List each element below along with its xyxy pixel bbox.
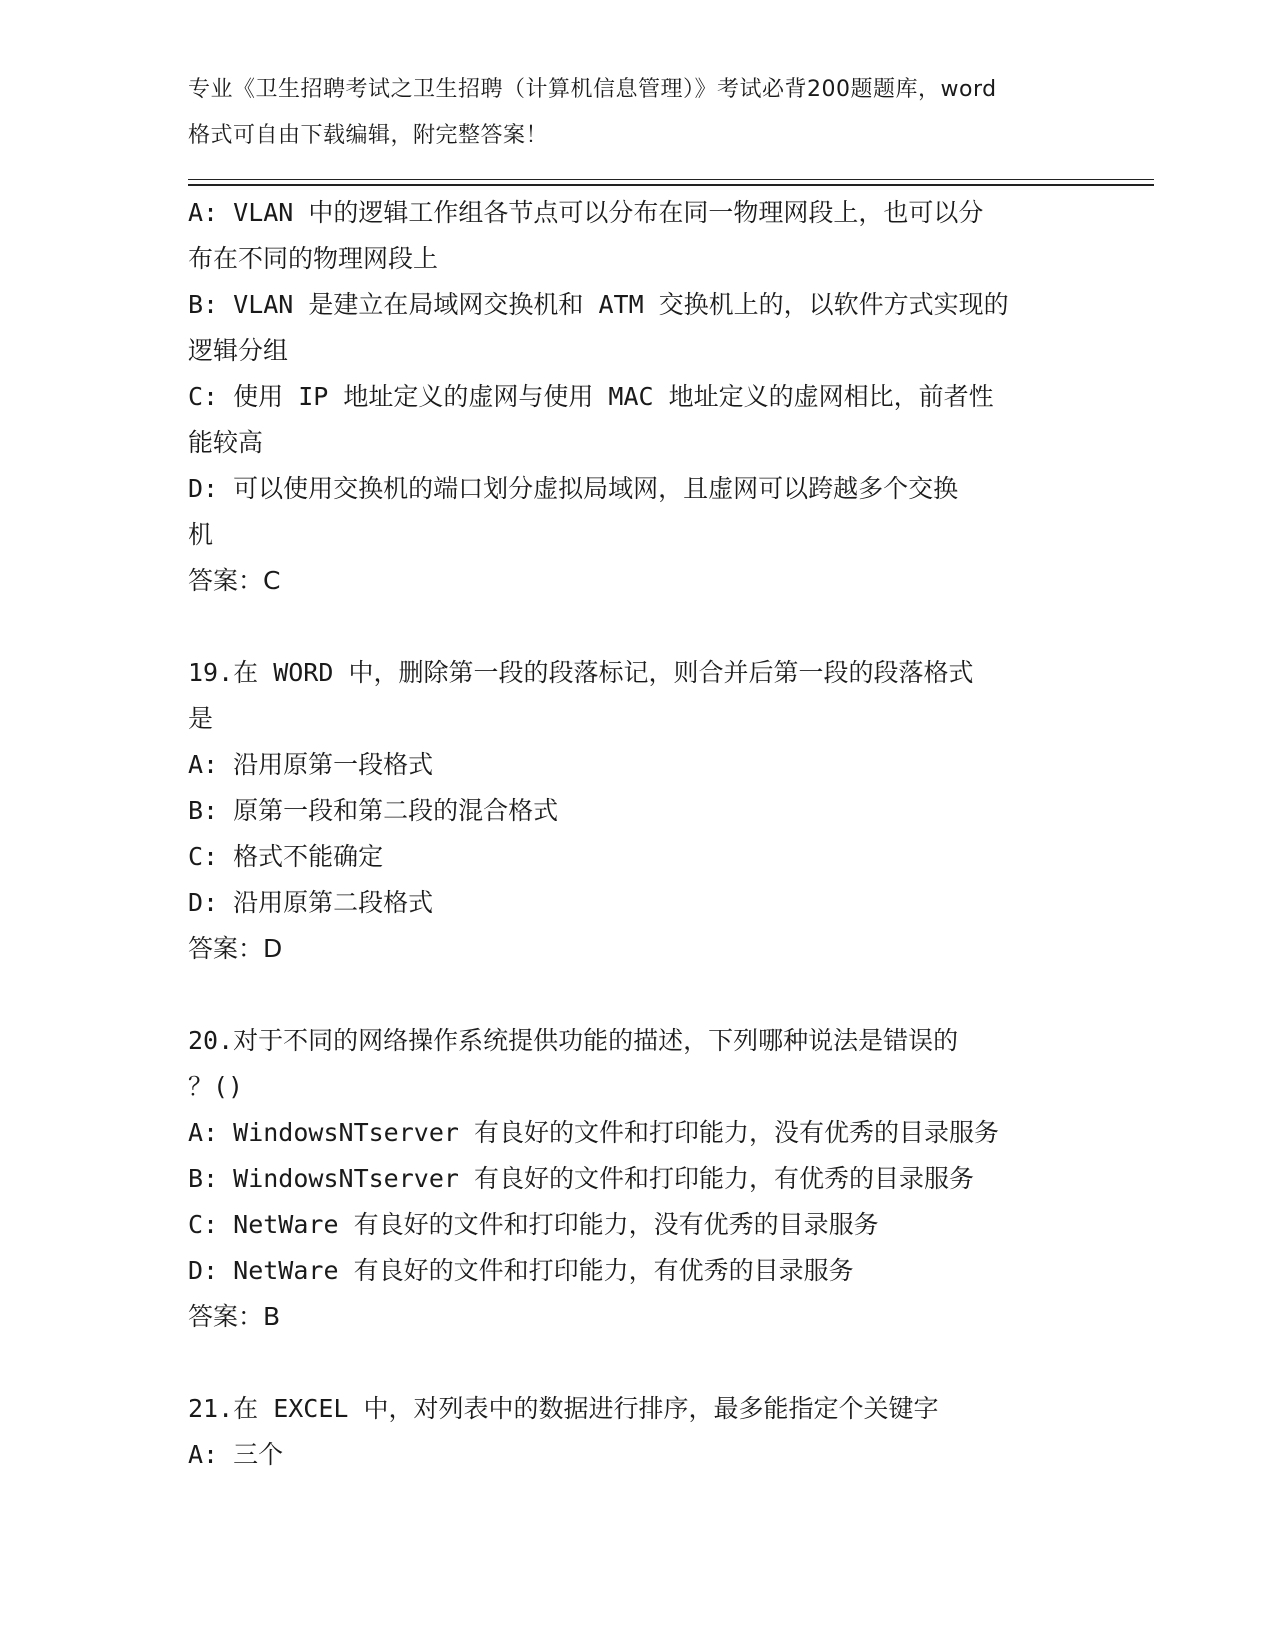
- question-19: [188, 650, 1088, 972]
- q21-option-a: A: 三个: [188, 1440, 284, 1469]
- header-divider-thick: [188, 184, 1154, 186]
- question-18: [188, 190, 1088, 604]
- document-header: [188, 74, 1088, 166]
- q19-option-d: D: 沿用原第二段格式: [188, 888, 434, 917]
- q18-option-c-line-2: 能较高: [188, 428, 264, 457]
- header-line-2: 格式可自由下载编辑，附完整答案！: [188, 123, 549, 148]
- q19-answer: 答案：D: [188, 934, 283, 963]
- q18-option-c-line-1: C: 使用 IP 地址定义的虚网与使用 MAC 地址定义的虚网相比，前者性: [188, 382, 994, 411]
- header-line-1: 专业《卫生招聘考试之卫生招聘（计算机信息管理）》考试必背200题题库，word: [188, 77, 997, 102]
- q19-option-c: C: 格式不能确定: [188, 842, 384, 871]
- spacer: [188, 972, 1088, 1018]
- q20-answer: 答案：B: [188, 1302, 281, 1331]
- q18-answer: 答案：C: [188, 566, 281, 595]
- q19-option-b: B: 原第一段和第二段的混合格式: [188, 796, 559, 825]
- q20-option-c: C: NetWare 有良好的文件和打印能力，没有优秀的目录服务: [188, 1210, 879, 1239]
- q20-option-a: A: WindowsNTserver 有良好的文件和打印能力，没有优秀的目录服务: [188, 1118, 999, 1147]
- q18-option-b-line-2: 逻辑分组: [188, 336, 289, 365]
- q18-option-d-line-1: D: 可以使用交换机的端口划分虚拟局域网，且虚网可以跨越多个交换: [188, 474, 959, 503]
- spacer: [188, 604, 1088, 650]
- question-content: [188, 190, 1088, 1478]
- header-divider-thin: [188, 179, 1154, 180]
- question-20: [188, 1018, 1088, 1340]
- q18-option-b-line-1: B: VLAN 是建立在局域网交换机和 ATM 交换机上的，以软件方式实现的: [188, 290, 1009, 319]
- question-21: [188, 1386, 1088, 1478]
- q19-question-line-1: 19.在 WORD 中，删除第一段的段落标记，则合并后第一段的段落格式: [188, 658, 974, 687]
- q20-option-b: B: WindowsNTserver 有良好的文件和打印能力，有优秀的目录服务: [188, 1164, 974, 1193]
- q19-option-a: A: 沿用原第一段格式: [188, 750, 434, 779]
- q18-option-d-line-2: 机: [188, 520, 214, 549]
- q20-question-line-1: 20.对于不同的网络操作系统提供功能的描述，下列哪种说法是错误的: [188, 1026, 959, 1055]
- q21-question: 21.在 EXCEL 中，对列表中的数据进行排序，最多能指定个关键字: [188, 1394, 939, 1423]
- q20-option-d: D: NetWare 有良好的文件和打印能力，有优秀的目录服务: [188, 1256, 854, 1285]
- q19-question-line-2: 是: [188, 704, 214, 733]
- q18-option-a-line-1: A: VLAN 中的逻辑工作组各节点可以分布在同一物理网段上，也可以分: [188, 198, 984, 227]
- q20-question-line-2: ？(): [188, 1072, 244, 1101]
- q18-option-a-line-2: 布在不同的物理网段上: [188, 244, 439, 273]
- spacer: [188, 1340, 1088, 1386]
